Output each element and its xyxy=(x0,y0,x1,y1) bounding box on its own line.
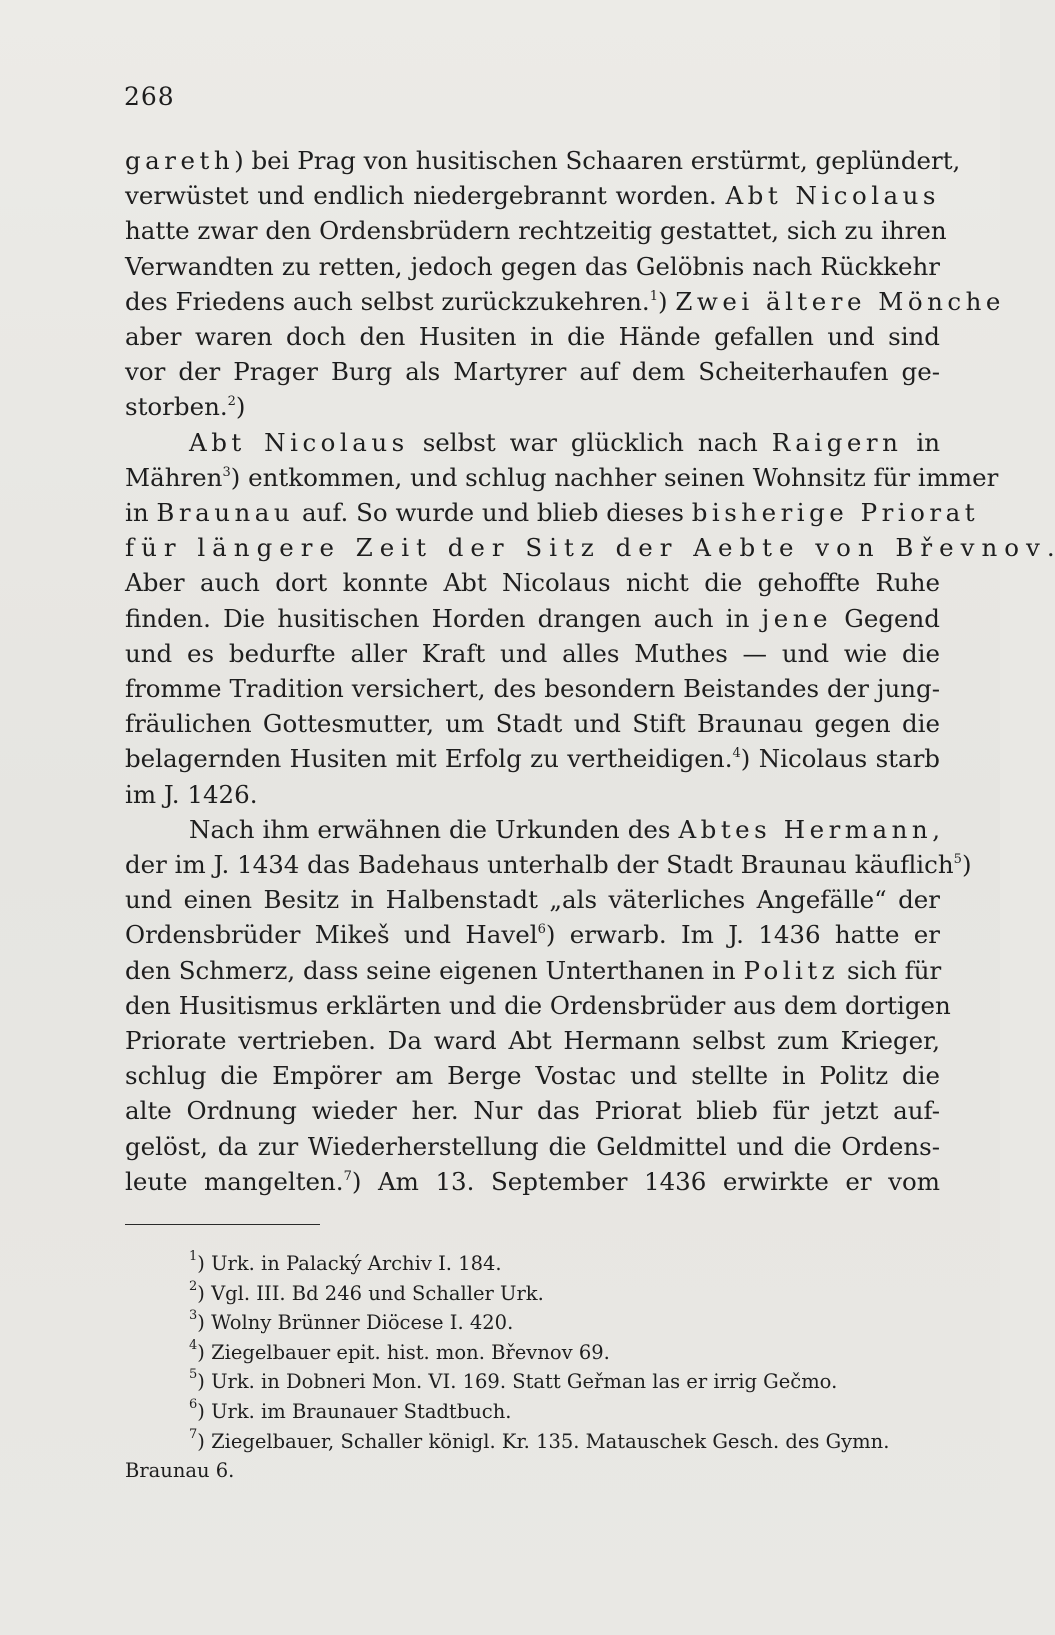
footnote-number: 2 xyxy=(189,1278,198,1294)
spaced-word: gareth xyxy=(125,146,235,175)
text-line: und es bedurfte aller Kraft und alles Muthes — und wie die xyxy=(125,638,940,668)
text-line: Verwandten zu retten, jedoch gegen das Gelöbnis nach Rückkehr xyxy=(125,251,940,281)
footnote: $^6$) Urk. im Braunauer Stadtbuch. xyxy=(189,1396,512,1423)
text-line: aber waren doch den Husiten in die Hände gefallen und sind xyxy=(125,322,940,352)
footnote: $^1$) Urk. in Palacký Archiv I. 184. xyxy=(189,1249,502,1275)
footnote: $^3$) Wolny Brünner Diöcese I. 420. xyxy=(189,1308,514,1335)
footnote-continuation: Braunau 6. xyxy=(125,1459,235,1483)
spaced-name: Raigern xyxy=(771,427,903,457)
text-line: finden. Die husitischen Horden drangen auch in jene Gegend xyxy=(125,603,940,633)
footnote-marker: 2 xyxy=(227,394,236,410)
text-line: fromme Tradition versichert, des besondern Beistandes der jung- xyxy=(125,674,940,704)
footnote: $^5$) Urk. in Dobneri Mon. VI. 169. Statt Geřman las er irrig Gečmo. xyxy=(189,1367,838,1394)
spaced-name: Politz xyxy=(743,955,840,985)
text-line: der im J. 1434 das Badehaus unterhalb der Stadt Braunau käuflich$^5$) xyxy=(125,850,972,880)
page-number: 268 xyxy=(124,82,175,111)
footnote-number: 3 xyxy=(189,1308,198,1324)
text-line: hatte zwar den Ordensbrüdern rechtzeitig gestattet, sich zu ihren xyxy=(125,216,947,246)
text-line: gelöst, da zur Wiederherstellung die Geldmittel und die Ordens- xyxy=(125,1131,940,1161)
text-line: und einen Besitz in Halbenstadt „als väterliches Angefälle“ der xyxy=(125,885,940,915)
footnote: $^2$) Vgl. III. Bd 246 und Schaller Urk. xyxy=(189,1278,544,1305)
footnote-marker: 5 xyxy=(953,852,962,868)
text-line: belagernden Husiten mit Erfolg zu vertheidigen.$^4$) Nicolaus starb xyxy=(125,744,940,774)
footnote-number: 5 xyxy=(189,1367,198,1383)
footnote-marker: 1 xyxy=(649,288,658,304)
spaced-word: jene xyxy=(761,603,833,633)
spaced-phrase: bisherige Priorat xyxy=(691,498,980,528)
text-line: für längere Zeit der Sitz der Aebte von Břevnov. xyxy=(125,533,1055,563)
text-line: den Husitismus erklärten und die Ordensbrüder aus dem dortigen xyxy=(125,990,951,1020)
footnote-marker: 7 xyxy=(343,1168,352,1184)
footnote-number: 1 xyxy=(189,1249,198,1264)
footnote-marker: 6 xyxy=(537,922,546,938)
spaced-name: Abtes Hermann xyxy=(678,814,933,844)
text-line: Aber auch dort konnte Abt Nicolaus nicht die gehoffte Ruhe xyxy=(125,568,940,598)
body-text xyxy=(125,143,1055,1199)
text-line: den Schmerz, dass seine eigenen Unterthanen in Politz sich für xyxy=(125,955,942,985)
footnotes xyxy=(125,1249,940,1486)
footnote: $^4$) Ziegelbauer epit. hist. mon. Břevnov 69. xyxy=(189,1337,610,1364)
footnote-number: 6 xyxy=(189,1396,198,1412)
text-line: vor der Prager Burg als Martyrer auf dem Scheiterhaufen ge- xyxy=(125,357,940,387)
footnote-number: 7 xyxy=(189,1426,198,1442)
text-line: alte Ordnung wieder her. Nur das Priorat blieb für jetzt auf- xyxy=(125,1096,940,1126)
text-line: gareth) bei Prag von husitischen Schaaren erstürmt, geplündert, xyxy=(125,146,961,175)
text-line: Nach ihm erwähnen die Urkunden des Abtes Hermann, xyxy=(189,814,940,844)
text-line: schlug die Empörer am Berge Vostac und stellte in Politz die xyxy=(125,1061,940,1091)
text-line: Priorate vertrieben. Da ward Abt Hermann selbst zum Krieger, xyxy=(125,1026,940,1056)
footnote-marker: 3 xyxy=(222,464,231,480)
text-line: des Friedens auch selbst zurückzukehren.$^1$) Zwei ältere Mönche xyxy=(125,286,1005,316)
spaced-phrase: Zwei ältere Mönche xyxy=(675,286,1005,316)
text-line: Mähren$^3$) entkommen, und schlug nachher seinen Wohnsitz für immer xyxy=(125,462,999,492)
text-line: verwüstet und endlich niedergebrannt worden. Abt Nicolaus xyxy=(125,181,940,211)
footnote: $^7$) Ziegelbauer, Schaller königl. Kr. 135. Matauschek Gesch. des Gymn. xyxy=(189,1426,890,1453)
text-line: fräulichen Gottesmutter, um Stadt und Stift Braunau gegen die xyxy=(125,709,940,739)
text-line: Ordensbrüder Mikeš und Havel$^6$) erwarb. Im J. 1436 hatte er xyxy=(125,920,940,950)
text-line: in Braunau auf. So wurde und blieb dieses bisherige Priorat xyxy=(125,498,980,528)
text-line: im J. 1426. xyxy=(125,779,258,809)
footnote-number: 4 xyxy=(189,1337,198,1353)
text-line: storben.$^2$) xyxy=(125,392,246,422)
spaced-name: Braunau xyxy=(156,498,295,528)
spaced-phrase: für längere Zeit der Sitz der Aebte von Břevnov xyxy=(125,533,1047,563)
text-line: Abt Nicolaus selbst war glücklich nach Raigern in xyxy=(189,427,940,457)
footnote-separator xyxy=(125,1224,320,1225)
text-line: leute mangelten.$^7$) Am 13. September 1436 erwirkte er vom xyxy=(125,1166,941,1196)
spaced-name: Abt Nicolaus xyxy=(189,427,409,457)
spaced-name: Abt Nicolaus xyxy=(725,181,940,211)
footnote-marker: 4 xyxy=(732,746,741,762)
